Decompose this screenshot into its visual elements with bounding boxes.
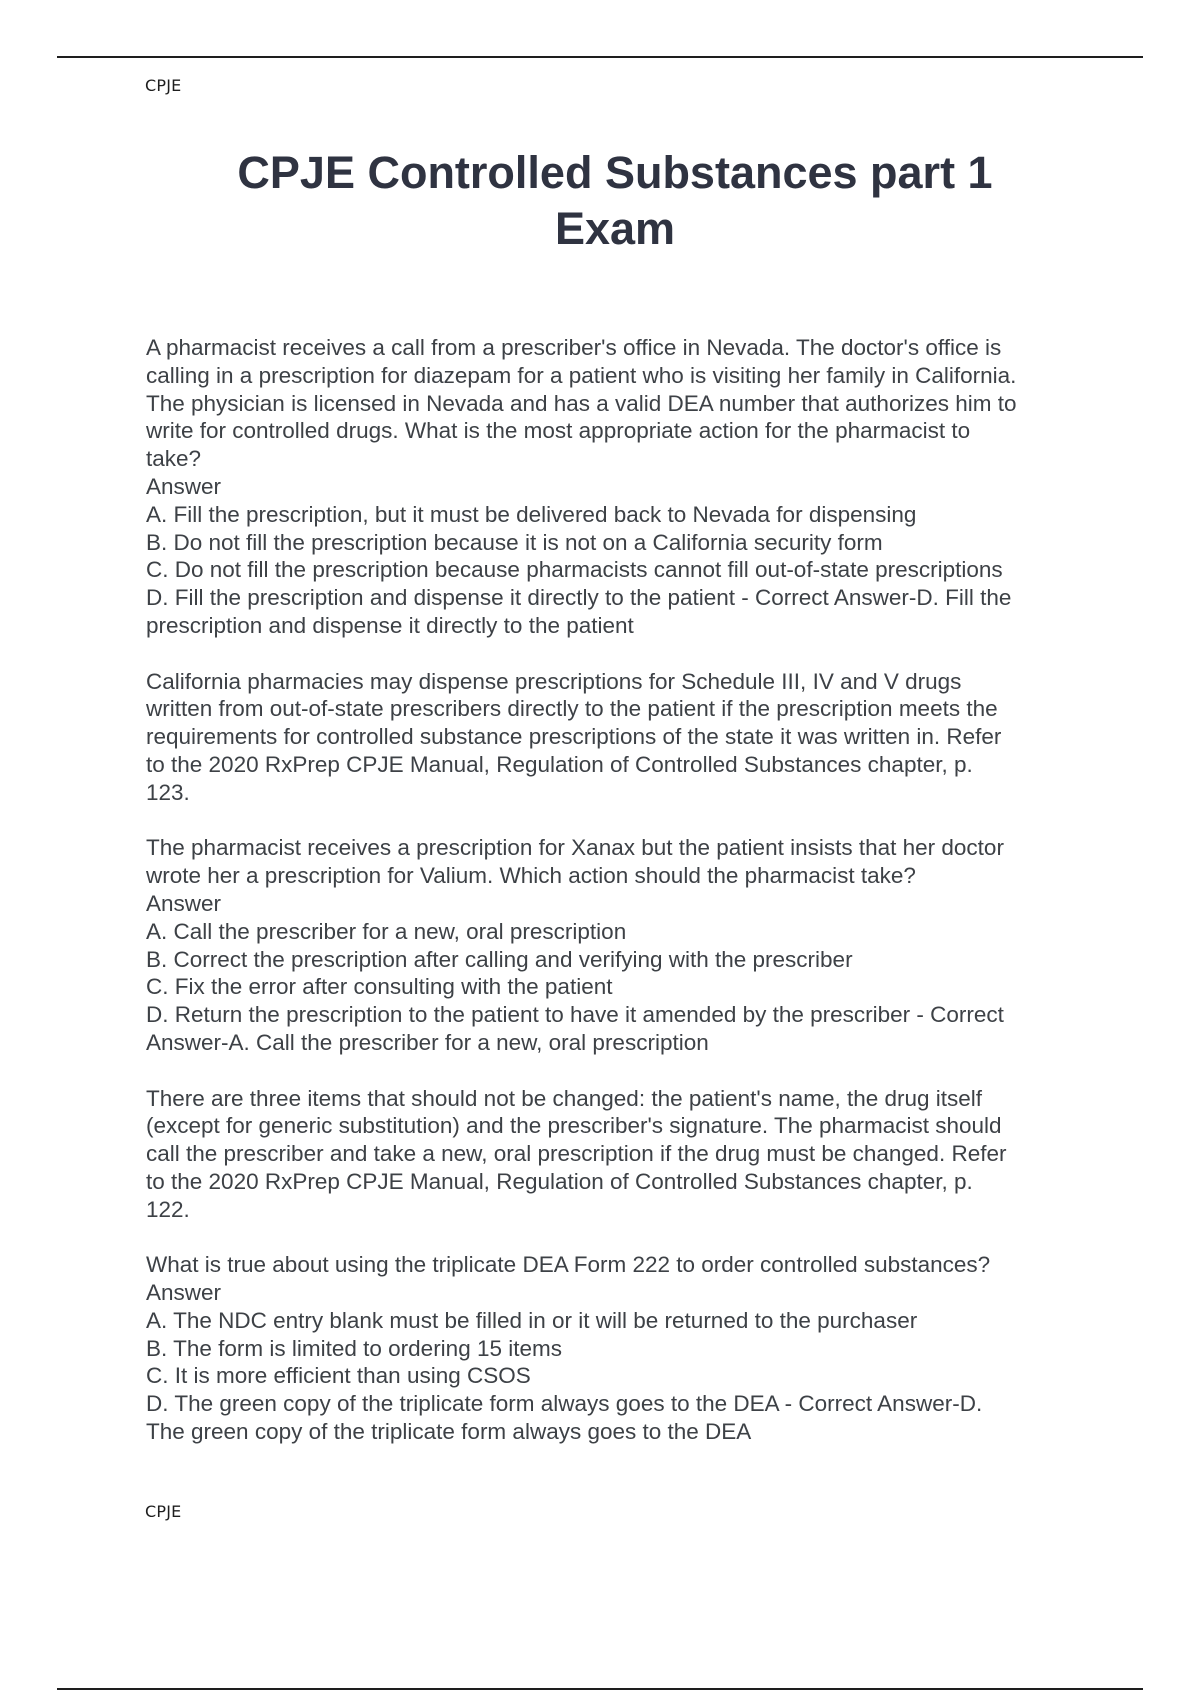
question-2-option: Answer-A. Call the prescriber for a new, oral prescription (146, 1029, 709, 1055)
question-1-text: take? (146, 446, 202, 472)
question-2-block (146, 834, 1101, 1056)
question-1-text: The physician is licensed in Nevada and has a valid DEA number that authorizes him to (146, 390, 1017, 416)
question-2-option: D. Return the prescription to the patient to have it amended by the prescriber - Correct (146, 1002, 1004, 1028)
question-2-option: A. Call the prescriber for a new, oral prescription (146, 918, 627, 944)
question-3-option: A. The NDC entry blank must be filled in or it will be returned to the purchaser (146, 1307, 918, 1333)
footer-running-label: CPJE (145, 1502, 182, 1521)
question-2-text: The pharmacist receives a prescription for Xanax but the patient insists that her doctor (146, 835, 1004, 861)
explanation-line: call the prescriber and take a new, oral prescription if the drug must be changed. Refer (146, 1141, 1007, 1167)
explanation-line: There are three items that should not be changed: the patient's name, the drug itself (146, 1085, 983, 1111)
question-1-explanation (146, 668, 1101, 807)
question-1-block (146, 334, 1101, 640)
document-body (146, 334, 1101, 1446)
explanation-line: to the 2020 RxPrep CPJE Manual, Regulation of Controlled Substances chapter, p. (146, 1168, 973, 1194)
question-2-option: B. Correct the prescription after calling and verifying with the prescriber (146, 946, 853, 972)
question-3-block (146, 1251, 1101, 1446)
question-1-text: A pharmacist receives a call from a prescriber's office in Nevada. The doctor's office is (146, 335, 1002, 360)
explanation-line: 123. (146, 779, 190, 805)
question-2-explanation (146, 1085, 1101, 1224)
explanation-line: written from out-of-state prescribers directly to the patient if the prescription meets the (146, 696, 998, 722)
question-2-answer-label: Answer (146, 890, 222, 916)
question-3-option: C. It is more efficient than using CSOS (146, 1363, 531, 1389)
explanation-line: (except for generic substitution) and the prescriber's signature. The pharmacist should (146, 1113, 1002, 1139)
question-1-option: A. Fill the prescription, but it must be delivered back to Nevada for dispensing (146, 501, 917, 527)
question-3-option: D. The green copy of the triplicate form always goes to the DEA - Correct Answer-D. (146, 1391, 983, 1417)
question-1-text: write for controlled drugs. What is the most appropriate action for the pharmacist to (146, 418, 971, 444)
question-1-option: C. Do not fill the prescription because pharmacists cannot fill out-of-state prescriptions (146, 557, 1003, 583)
question-1-text: calling in a prescription for diazepam for a patient who is visiting her family in California. (146, 362, 1017, 388)
title-line: CPJE Controlled Substances part 1 (237, 147, 993, 198)
question-2-option: C. Fix the error after consulting with the patient (146, 974, 613, 1000)
question-2-text: wrote her a prescription for Valium. Which action should the pharmacist take? (146, 863, 916, 889)
question-3-answer-label: Answer (146, 1280, 222, 1306)
explanation-line: 122. (146, 1196, 190, 1222)
explanation-line: California pharmacies may dispense prescriptions for Schedule III, IV and V drugs (146, 668, 962, 694)
top-rule (57, 56, 1143, 58)
question-3-option: B. The form is limited to ordering 15 items (146, 1335, 562, 1361)
explanation-line: requirements for controlled substance prescriptions of the state it was written in. Refer (146, 724, 1002, 750)
explanation-line: to the 2020 RxPrep CPJE Manual, Regulation of Controlled Substances chapter, p. (146, 751, 973, 777)
question-1-option: B. Do not fill the prescription because it is not on a California security form (146, 529, 883, 555)
header-running-label: CPJE (145, 76, 182, 95)
question-1-option: prescription and dispense it directly to the patient (146, 612, 634, 638)
question-3-text: What is true about using the triplicate DEA Form 222 to order controlled substances? (146, 1252, 991, 1278)
question-3-option: The green copy of the triplicate form always goes to the DEA (146, 1419, 752, 1445)
bottom-rule (57, 1688, 1143, 1690)
question-1-option: D. Fill the prescription and dispense it directly to the patient - Correct Answer-D. Fill the (146, 585, 1012, 611)
title-line: Exam (554, 203, 676, 254)
question-1-answer-label: Answer (146, 473, 222, 499)
page-title (150, 145, 1080, 257)
